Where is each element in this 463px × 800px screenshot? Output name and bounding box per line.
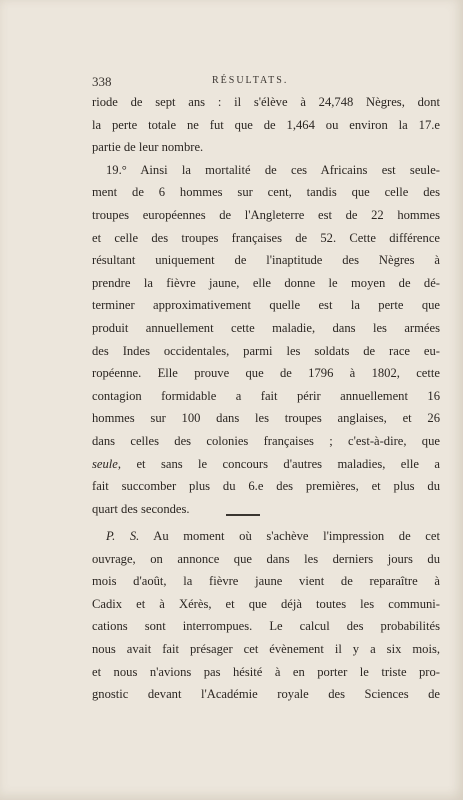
text-line: fait succomber plus du 6.e des premières, et plus du: [92, 479, 440, 494]
text-line: dans celles des colonies françaises ; c'est-à-dire, que: [92, 433, 440, 448]
text-line: 19.° Ainsi la mortalité de ces Africains est seule-: [106, 162, 440, 177]
text-line: partie de leur nombre.: [92, 140, 204, 155]
text-line: ment de 6 hommes sur cent, tandis que celle des: [92, 185, 440, 200]
postscript-line: mois d'août, la fièvre jaune vient de reparaître à: [92, 574, 440, 589]
section-separator: [226, 514, 260, 516]
text-line: riode de sept ans : il s'élève à 24,748 Nègres, dont: [92, 95, 440, 109]
text-line-with-italic: [92, 453, 440, 476]
text-line: la perte totale ne fut que de 1,464 ou environ la 17.e: [92, 117, 440, 132]
running-head: RÉSULTATS.: [212, 75, 289, 86]
text-line: hommes sur 100 dans les troupes anglaises, et 26: [92, 411, 440, 426]
text-line: résultant uniquement de l'inaptitude des Nègres à: [92, 253, 440, 268]
text-line: terminer approximativement quelle est la perte que: [92, 298, 440, 313]
postscript: [92, 525, 440, 706]
postscript-line: Cadix et à Xérès, et que déjà toutes les communi-: [92, 596, 440, 611]
postscript-first-line: [92, 525, 440, 548]
text-line: produit annuellement cette maladie, dans les armées: [92, 320, 440, 335]
body-text: [92, 91, 440, 520]
postscript-line: cations sont interrompues. Le calcul des probabilités: [92, 619, 440, 634]
text-line: ropéenne. Elle prouve que de 1796 à 1802, cette: [92, 366, 440, 381]
postscript-line: gnostic devant l'Académie royale des Sciences de: [92, 687, 440, 702]
text-line: quart des secondes.: [92, 501, 190, 516]
text-line-rest: , et sans le concours d'autres maladies, elle a: [117, 456, 440, 471]
page-header: [92, 74, 432, 90]
postscript-line: nous avait fait présager cet évènement il y a six mois,: [92, 641, 440, 656]
postscript-line: Au moment où s'achève l'impression de cet: [153, 529, 440, 543]
page-number: 338: [92, 74, 112, 89]
text-line: troupes européennes de l'Angleterre est de 22 hommes: [92, 207, 440, 222]
text-line: contagion formidable a fait périr annuellement 16: [92, 388, 440, 403]
text-line: prendre la fièvre jaune, elle donne le moyen de dé-: [92, 275, 440, 290]
text-line: des Indes occidentales, parmi les soldats de race eu-: [92, 343, 440, 358]
italic-word: seule: [92, 456, 118, 471]
postscript-line: ouvrage, on annonce que dans les derniers jours du: [92, 551, 440, 566]
postscript-line: et nous n'avions pas hésité à en porter le triste pro-: [92, 664, 440, 679]
text-line: et celle des troupes françaises de 52. Cette différence: [92, 230, 440, 245]
postscript-lead: P. S.: [106, 529, 140, 543]
